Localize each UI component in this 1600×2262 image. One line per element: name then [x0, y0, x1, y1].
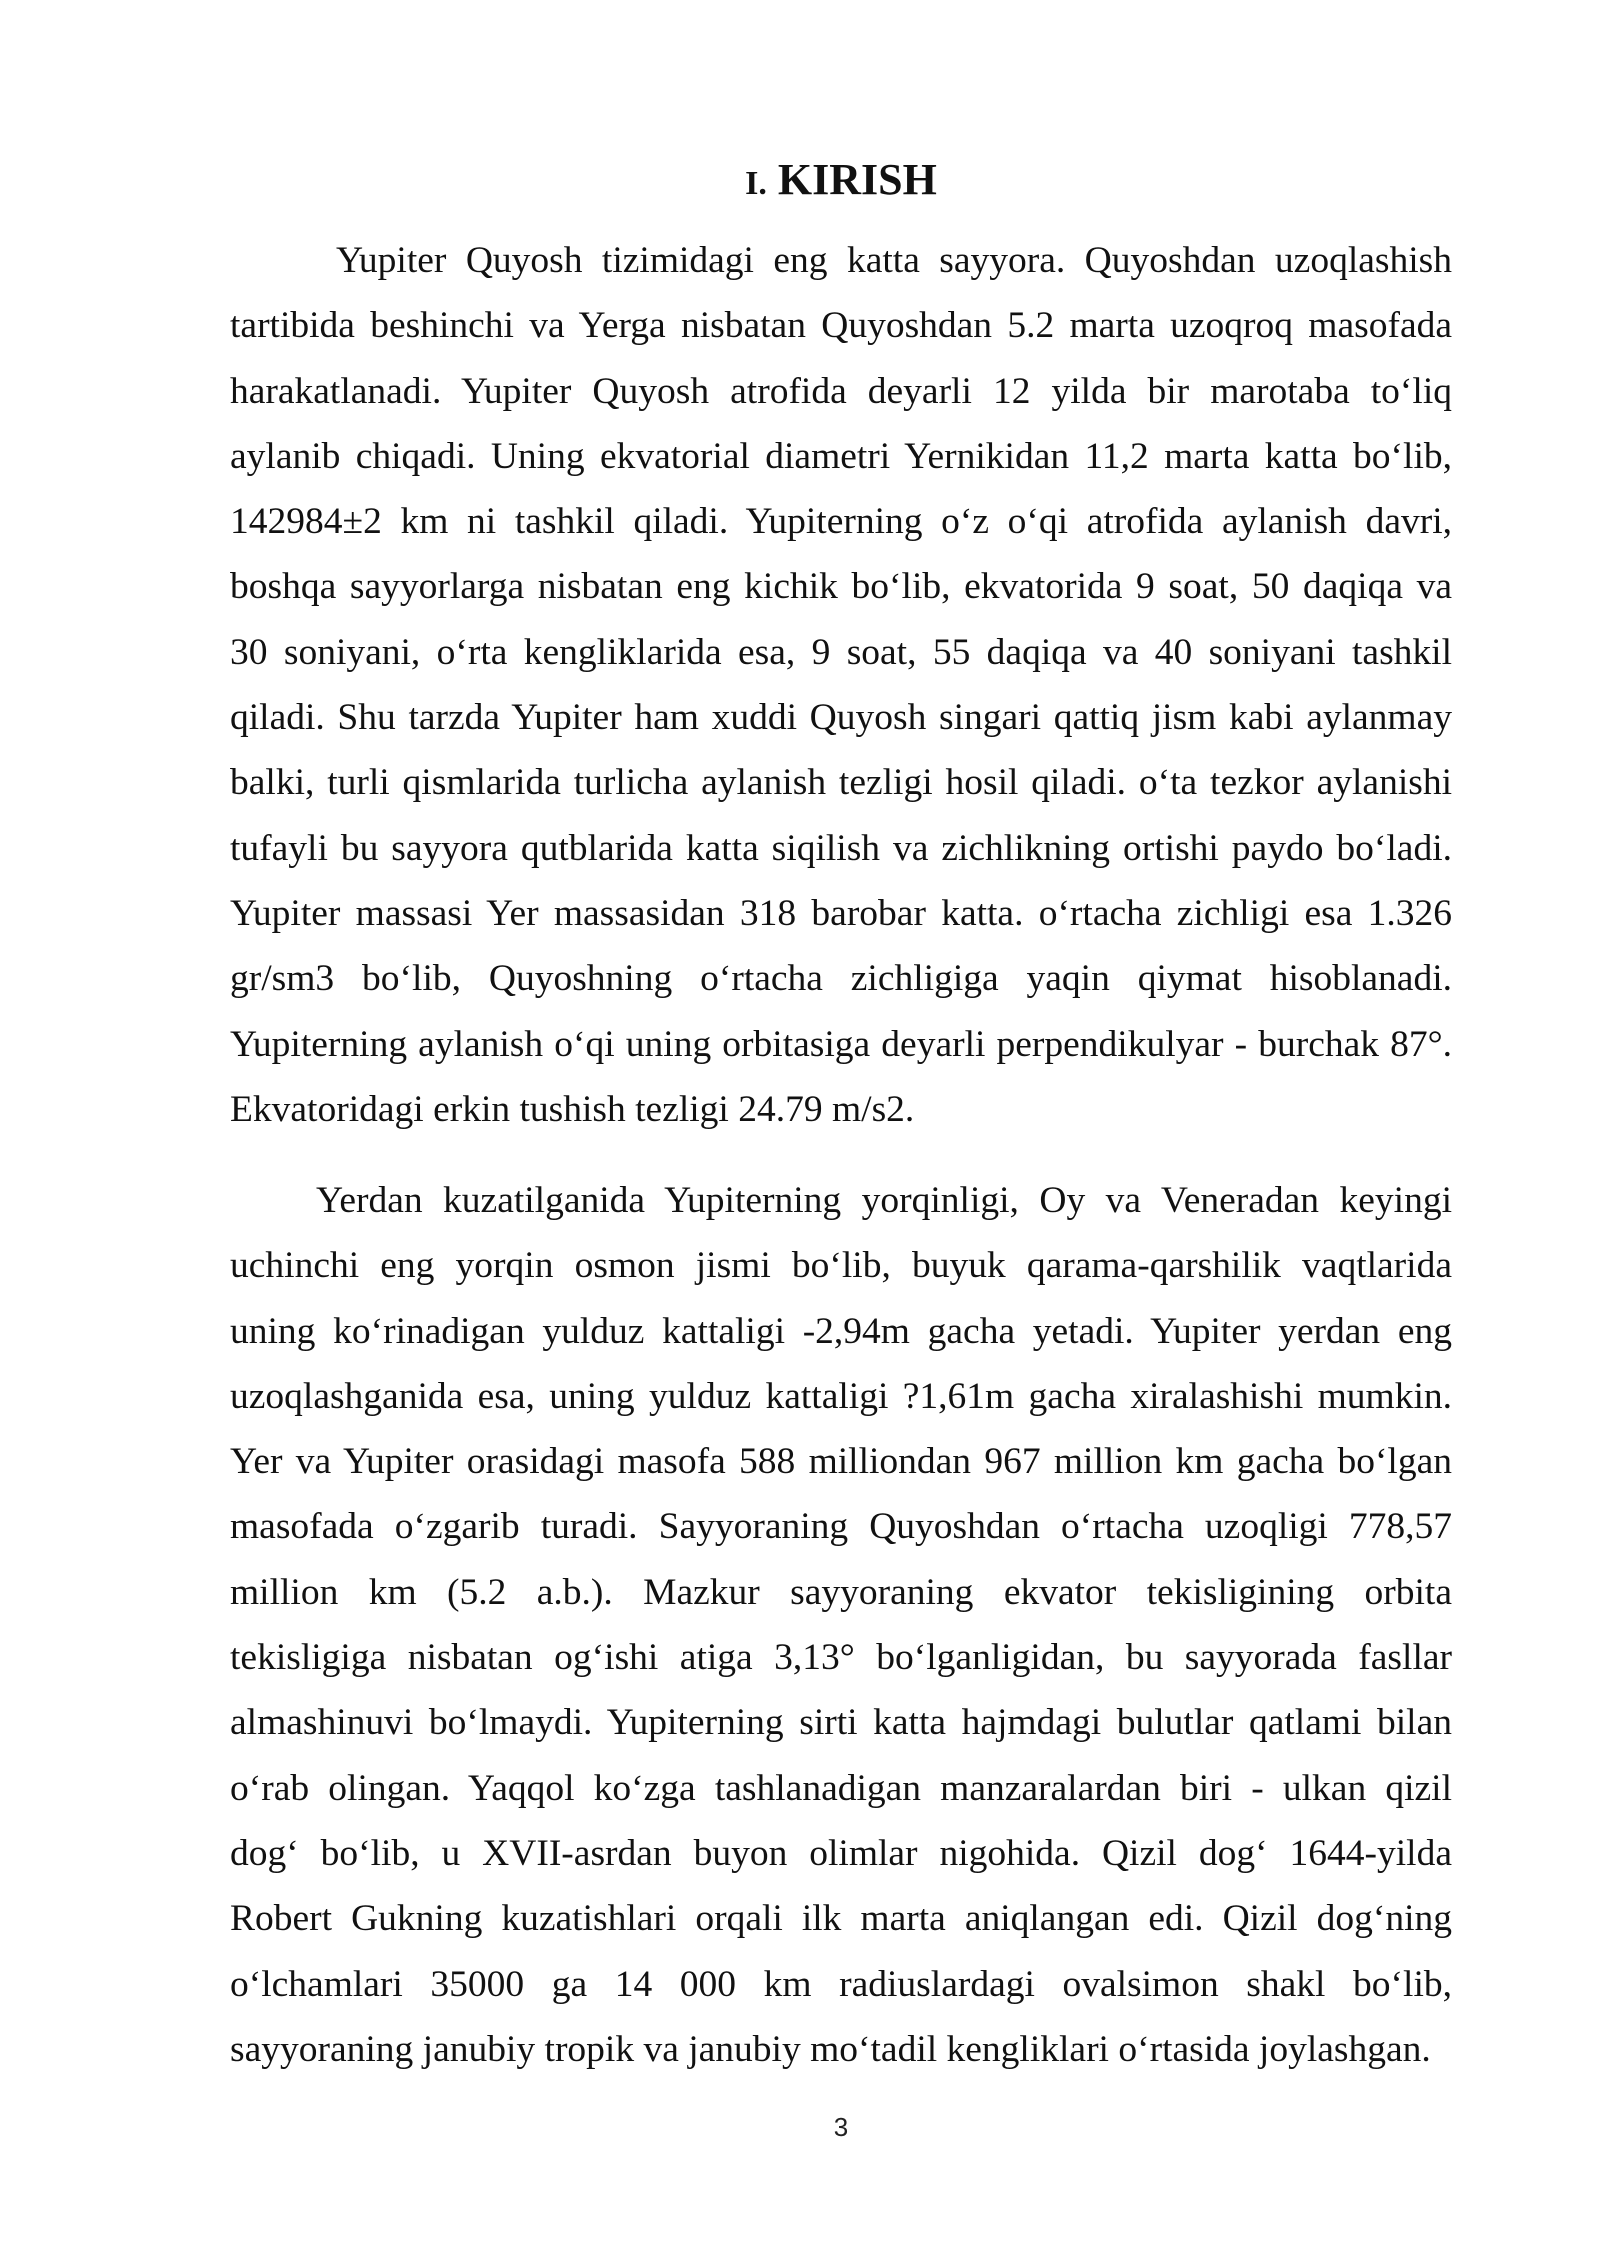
- text-line: Robert Gukning kuzatishlari orqali ilk marta aniqlangan edi. Qizil dog‘ning: [230, 1898, 1452, 1940]
- text-line: o‘lchamlari 35000 ga 14 000 km radiuslardagi ovalsimon shakl bo‘lib,: [230, 1963, 1452, 2005]
- text-line: Yupiter Quyosh tizimidagi eng katta sayyora. Quyoshdan uzoqlashish: [336, 240, 1452, 281]
- text-line: Yupiter massasi Yer massasidan 318 barobar katta. o‘rtacha zichligi esa 1.326: [230, 892, 1452, 934]
- text-line: Yer va Yupiter orasidagi masofa 588 milliondan 967 million km gacha bo‘lgan: [230, 1441, 1452, 1483]
- text-line: uzoqlashganida esa, uning yulduz kattaligi ?1,61m gacha xiralashishi mumkin.: [230, 1375, 1452, 1417]
- text-line: gr/sm3 bo‘lib, Quyoshning o‘rtacha zichligiga yaqin qiymat hisoblanadi.: [230, 958, 1452, 1000]
- text-line: qiladi. Shu tarzda Yupiter ham xuddi Quyosh singari qattiq jism kabi aylanmay: [230, 697, 1452, 739]
- text-line: uchinchi eng yorqin osmon jismi bo‘lib, buyuk qarama-qarshilik vaqtlarida: [230, 1245, 1452, 1287]
- text-line: million km (5.2 a.b.). Mazkur sayyoraning ekvator tekisligining orbita: [230, 1571, 1452, 1613]
- text-line: tartibida beshinchi va Yerga nisbatan Quyoshdan 5.2 marta uzoqroq masofada: [230, 305, 1452, 347]
- text-line: 30 soniyani, o‘rta kengliklarida esa, 9 soat, 55 daqiqa va 40 soniyani tashkil: [230, 631, 1452, 673]
- section-number: I.: [745, 165, 767, 202]
- section-title: KIRISH: [777, 155, 937, 204]
- text-line: Yerdan kuzatilganida Yupiterning yorqinligi, Oy va Veneradan keyingi: [316, 1180, 1452, 1221]
- section-heading: [230, 155, 1452, 204]
- text-line: aylanib chiqadi. Uning ekvatorial diametri Yernikidan 11,2 marta katta bo‘lib,: [230, 435, 1452, 477]
- text-line: tufayli bu sayyora qutblarida katta siqilish va zichlikning ortishi paydo bo‘ladi.: [230, 827, 1452, 869]
- text-line: Ekvatoridagi erkin tushish tezligi 24.79 m/s2.: [230, 1088, 915, 1130]
- text-line: tekisligiga nisbatan og‘ishi atiga 3,13° bo‘lganligidan, bu sayyorada fasllar: [230, 1637, 1452, 1679]
- text-line: sayyoraning janubiy tropik va janubiy mo‘tadil kengliklari o‘rtasida joylashgan.: [230, 2028, 1431, 2070]
- text-line: balki, turli qismlarida turlicha aylanish tezligi hosil qiladi. o‘ta tezkor aylanishi: [230, 762, 1452, 804]
- text-line: 142984±2 km ni tashkil qiladi. Yupiterning o‘z o‘qi atrofida aylanish davri,: [230, 501, 1452, 543]
- paragraph-observation: [230, 1168, 1452, 2082]
- text-line: almashinuvi bo‘lmaydi. Yupiterning sirti katta hajmdagi bulutlar qatlami bilan: [230, 1702, 1452, 1744]
- text-line: masofada o‘zgarib turadi. Sayyoraning Quyoshdan o‘rtacha uzoqligi 778,57: [230, 1506, 1452, 1548]
- text-line: dog‘ bo‘lib, u XVII-asrdan buyon olimlar nigohida. Qizil dog‘ 1644-yilda: [230, 1832, 1452, 1874]
- text-line: boshqa sayyorlarga nisbatan eng kichik bo‘lib, ekvatorida 9 soat, 50 daqiqa va: [230, 566, 1452, 608]
- page-number: 3: [833, 2112, 849, 2142]
- paragraph-intro: [230, 228, 1452, 1142]
- text-line: o‘rab olingan. Yaqqol ko‘zga tashlanadigan manzaralardan biri - ulkan qizil: [230, 1767, 1452, 1809]
- text-line: Yupiterning aylanish o‘qi uning orbitasiga deyarli perpendikulyar - burchak 87°.: [230, 1023, 1452, 1065]
- text-line: harakatlanadi. Yupiter Quyosh atrofida deyarli 12 yilda bir marotaba to‘liq: [230, 370, 1452, 412]
- text-line: uning ko‘rinadigan yulduz kattaligi -2,94m gacha yetadi. Yupiter yerdan eng: [230, 1310, 1452, 1352]
